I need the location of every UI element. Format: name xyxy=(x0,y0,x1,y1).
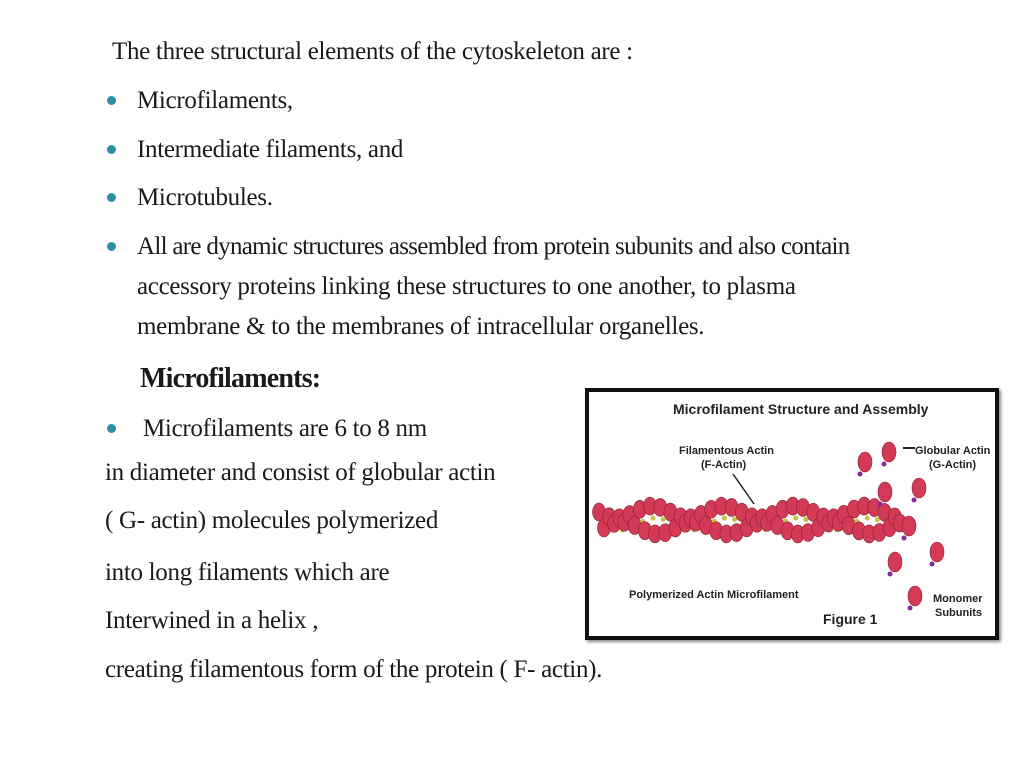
globular-actin-monomer xyxy=(912,478,926,498)
section-heading: Microfilaments: xyxy=(140,363,321,394)
dynamic-bullet-line-3: membrane & to the membranes of intracellular organelles. xyxy=(137,313,705,340)
monomer-dot xyxy=(908,606,913,611)
micro-line-3: into long filaments which are xyxy=(105,559,390,586)
monomer-dot xyxy=(912,498,917,503)
microfilament-diagram xyxy=(589,392,995,636)
micro-line-5: creating filamentous form of the protein ( F- actin). xyxy=(105,656,603,683)
monomer-dot xyxy=(878,502,883,507)
g-actin-label-line-1: Globular Actin xyxy=(915,445,991,457)
bullet-microtubules: Microtubules. xyxy=(137,184,273,211)
intro-text: The three structural elements of the cytoskeleton are : xyxy=(112,38,633,65)
globular-actin-monomer xyxy=(882,442,896,462)
microfilament-figure xyxy=(585,388,999,640)
f-actin-label-line-1: Filamentous Actin xyxy=(679,445,774,457)
bullet-dot xyxy=(107,242,116,251)
monomer-label-line-1: Monomer xyxy=(933,593,983,605)
monomer-dot xyxy=(930,562,935,567)
micro-line-4: Interwined in a helix , xyxy=(105,607,319,634)
monomer-dot xyxy=(888,572,893,577)
atp-dot xyxy=(722,516,727,521)
atp-dot xyxy=(651,516,656,521)
bullet-intermediate-filaments: Intermediate filaments, and xyxy=(137,136,404,163)
f-actin-label-line-2: (F-Actin) xyxy=(701,459,747,471)
micro-line-1: in diameter and consist of globular actin xyxy=(105,459,496,486)
figure-title: Microfilament Structure and Assembly xyxy=(673,401,929,417)
bullet-dot xyxy=(107,145,116,154)
globular-actin-monomer xyxy=(878,482,892,502)
globular-actin-monomer xyxy=(902,516,916,536)
dynamic-bullet-line-1: All are dynamic structures assembled from protein subunits and also contain xyxy=(137,233,850,260)
bullet-microfilaments: Microfilaments, xyxy=(137,87,293,114)
atp-dot xyxy=(793,516,798,521)
globular-actin-monomer xyxy=(930,542,944,562)
g-actin-label-line-2: (G-Actin) xyxy=(929,459,977,471)
monomer-label-line-2: Subunits xyxy=(935,607,983,619)
polymer-label: Polymerized Actin Microfilament xyxy=(629,589,799,601)
monomer-dot xyxy=(902,536,907,541)
monomer-dot xyxy=(858,472,863,477)
micro-line-2: ( G- actin) molecules polymerized xyxy=(105,507,439,534)
actin-filament xyxy=(593,497,907,543)
micro-bullet-text: Microfilaments are 6 to 8 nm xyxy=(143,415,427,442)
figure-label: Figure 1 xyxy=(823,611,878,627)
globular-actin-monomer xyxy=(858,452,872,472)
dynamic-bullet-line-2: accessory proteins linking these structures to one another, to plasma xyxy=(137,273,796,300)
atp-dot xyxy=(865,516,870,521)
globular-actin-monomer xyxy=(888,552,902,572)
f-actin-pointer-line xyxy=(733,474,754,504)
monomer-dot xyxy=(882,462,887,467)
bullet-dot xyxy=(107,424,116,433)
bullet-dot xyxy=(107,193,116,202)
globular-actin-monomer xyxy=(908,586,922,606)
bullet-dot xyxy=(107,96,116,105)
